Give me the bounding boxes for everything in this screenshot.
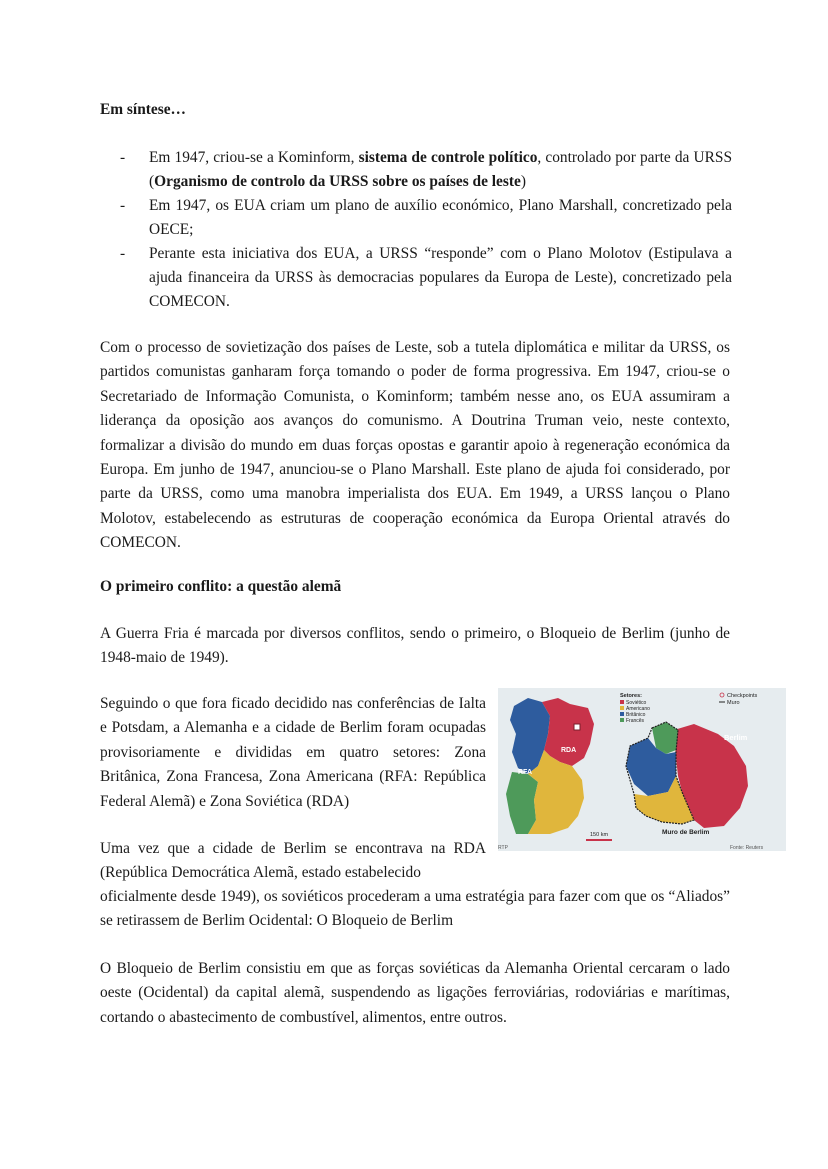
berlin-marker <box>574 724 580 730</box>
berlin-label: Berlim <box>724 733 748 742</box>
legend-swatch-french <box>620 718 624 722</box>
summary-bullet-2: - Em 1947, os EUA criam um plano de auxílio económico, Plano Marshall, concretizado pela OECE; <box>120 197 732 238</box>
wall-caption: Muro de Berlim <box>662 829 710 836</box>
bold-phrase: Organismo de controlo da URSS sobre os países de leste <box>154 173 521 190</box>
paragraph-sovietization: Com o processo de sovietização dos países de Leste, sob a tutela diplomática e militar da URSS, os partidos comunistas ganharam força tomando o poder de forma progressiva. Em 1947, criou-se o Secretariado de Informação Comunista, o Kominform; também nesse ano, os EUA assumiram a liderança da oposição aos avanços do comunismo. A Doutrina Truman veio, neste contexto, formalizar a divisão do mundo em duas forças opostas e garantir apoio à regeneração económica da Europa. Em junho de 1947, anunciou-se o Plano Marshall. Este plano de ajuda foi considerado, por parte da URSS, como uma manobra imperialista dos EUA. Em 1949, a URSS lançou o Plano Molotov, estabelecendo as estruturas de cooperação económica da Europa Oriental através do COMECON. <box>100 339 730 552</box>
bold-phrase: sistema de controle político <box>358 149 538 166</box>
summary-heading: Em síntese… <box>100 101 186 118</box>
legend-swatch-american <box>620 706 624 710</box>
legend-label-soviet: Soviético <box>626 700 647 706</box>
paragraph-cold-war-intro: A Guerra Fria é marcada por diversos conflitos, sendo o primeiro, o Bloqueio de Berlim (junho de 1948-maio de 1949). <box>100 625 730 667</box>
paragraph-occupation-zones: Seguindo o que fora ficado decidido nas conferências de Ialta e Potsdam, a Alemanha e a cidade de Berlim foram ocupadas provisoriamente e divididas em quatro setores: Zona Britânica, Zona Francesa, Zona Americana (RFA: República Federal Alemã) e Zona Soviética (RDA) <box>100 695 486 810</box>
legend-label-american: Americano <box>626 706 650 712</box>
section-heading-german-question: O primeiro conflito: a questão alemã <box>100 578 342 595</box>
summary-bullet-3: - Perante esta iniciativa dos EUA, a URSS “responde” com o Plano Molotov (Estipulava a ajuda financeira da URSS às democracias populares da Europa de Leste), concretizado pela COMECON. <box>120 245 732 310</box>
paragraph-berlin-blockade: O Bloqueio de Berlim consistiu em que as forças soviéticas da Alemanha Oriental cercaram o lado oeste (Ocidental) da capital alemã, suspendendo as ligações ferroviárias, rodoviárias e marítimas, cortando o abastecimento de combustível, alimentos, entre outros. <box>100 960 730 1026</box>
summary-bullet-1: - Em 1947, criou-se a Kominform, sistema de controle político, controlado por parte da URSS (Organismo de controlo da URSS sobre os países de leste) <box>120 149 732 190</box>
source-left: RTP <box>498 845 508 851</box>
source-right: Fonte: Reuters <box>730 845 764 851</box>
rda-label: RDA <box>561 747 577 754</box>
scale-label: 150 km <box>590 832 609 838</box>
legend-label-british: Britânico <box>626 712 646 718</box>
summary-bullet-list <box>120 146 732 314</box>
germany-berlin-sectors-map <box>498 688 786 851</box>
legend-swatch-soviet <box>620 700 624 704</box>
legend-title: Setores: <box>620 693 643 699</box>
paragraph-berlin-rda: Uma vez que a cidade de Berlim se encontrava na RDA (República Democrática Alemã, estado estabelecido <box>100 840 486 882</box>
legend-wall: Muro <box>727 700 740 706</box>
legend-checkpoints: Checkpoints <box>727 693 758 699</box>
legend-label-french: Francês <box>626 718 645 724</box>
legend-swatch-british <box>620 712 624 716</box>
rfa-label: RFA <box>518 769 532 776</box>
paragraph-berlin-rda-continued: oficialmente desde 1949), os soviéticos procederam a uma estratégia para fazer com que os “Aliados” se retirassem de Berlim Ocidental: O Bloqueio de Berlim <box>100 888 730 930</box>
